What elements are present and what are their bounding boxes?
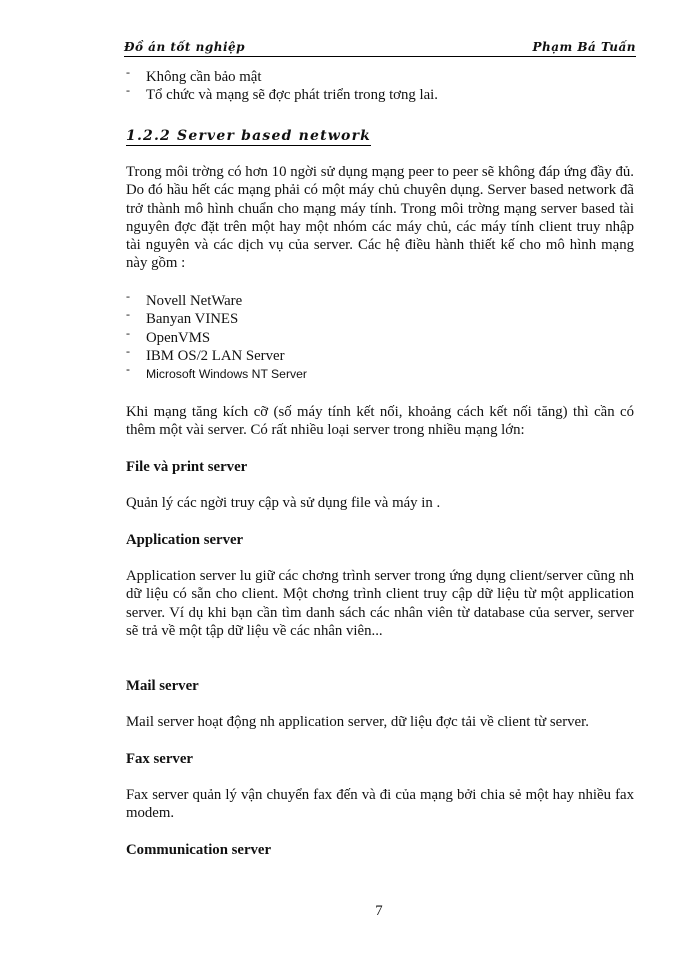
list-item: - OpenVMS xyxy=(126,329,307,347)
list-item: - Tổ chức và mạng sẽ đợc phát triển trong tơng lai. xyxy=(126,86,438,104)
growth-paragraph: Khi mạng tăng kích cỡ (số máy tính kết nối, khoảng cách kết nối tăng) thì cần có thêm một vài server. Có rất nhiều loại server trong nhiều mạng lớn: xyxy=(126,404,634,439)
heading-file-print-server: File và print server xyxy=(126,459,248,475)
page-header xyxy=(124,40,636,58)
list-item: - Không cần bảo mật xyxy=(126,68,438,86)
file-print-server-text: Quản lý các ngời truy cập và sử dụng file và máy in . xyxy=(126,495,441,511)
heading-mail-server: Mail server xyxy=(126,678,199,694)
list-item: - IBM OS/2 LAN Server xyxy=(126,347,307,365)
os-list xyxy=(126,292,307,383)
section-title: 1.2.2 Server based network xyxy=(126,128,372,144)
heading-application-server: Application server xyxy=(126,532,244,548)
page-number: 7 xyxy=(375,903,383,919)
header-rule xyxy=(124,56,636,57)
header-thesis-title: Đồ án tốt nghiệp xyxy=(124,40,246,54)
top-bullet-list xyxy=(126,68,438,105)
fax-server-text: Fax server quản lý vận chuyển fax đến và đi của mạng bởi chia sẻ một hay nhiều fax modem. xyxy=(126,787,634,822)
mail-server-text: Mail server hoạt động nh application server, dữ liệu đợc tải về client từ server. xyxy=(126,714,589,730)
heading-fax-server: Fax server xyxy=(126,751,193,767)
application-server-text: Application server lu giữ các chơng trình server trong ứng dụng client/server cũng nh dữ liệu có sẵn cho client. Một chơng trình client truy cập dữ liệu từ một application server. Ví dụ khi bạn cần tìm danh sách các nhân viên từ database của server, server sẽ trả về một tập dữ liệu về các nhân viên... xyxy=(126,568,634,639)
list-item: - Novell NetWare xyxy=(126,292,307,310)
list-item: - Microsoft Windows NT Server xyxy=(126,365,307,383)
intro-paragraph: Trong môi trờng có hơn 10 ngời sử dụng mạng peer to peer sẽ không đáp ứng đầy đủ. Do đó hầu hết các mạng phải có một máy chủ chuyên dụng. Server based network đã trở thành mô hình chuẩn cho mạng máy tính. Trong môi trờng mạng server based tài nguyên đợc đặt trên một hay một nhóm các máy chủ, các máy tính client truy nhập tài nguyên và các dịch vụ của server. Các hệ điều hành thiết kế cho mô hình mạng này gồm : xyxy=(126,164,634,272)
heading-communication-server: Communication server xyxy=(126,842,272,858)
list-item: - Banyan VINES xyxy=(126,310,307,328)
header-author: Phạm Bá Tuấn xyxy=(532,40,636,54)
